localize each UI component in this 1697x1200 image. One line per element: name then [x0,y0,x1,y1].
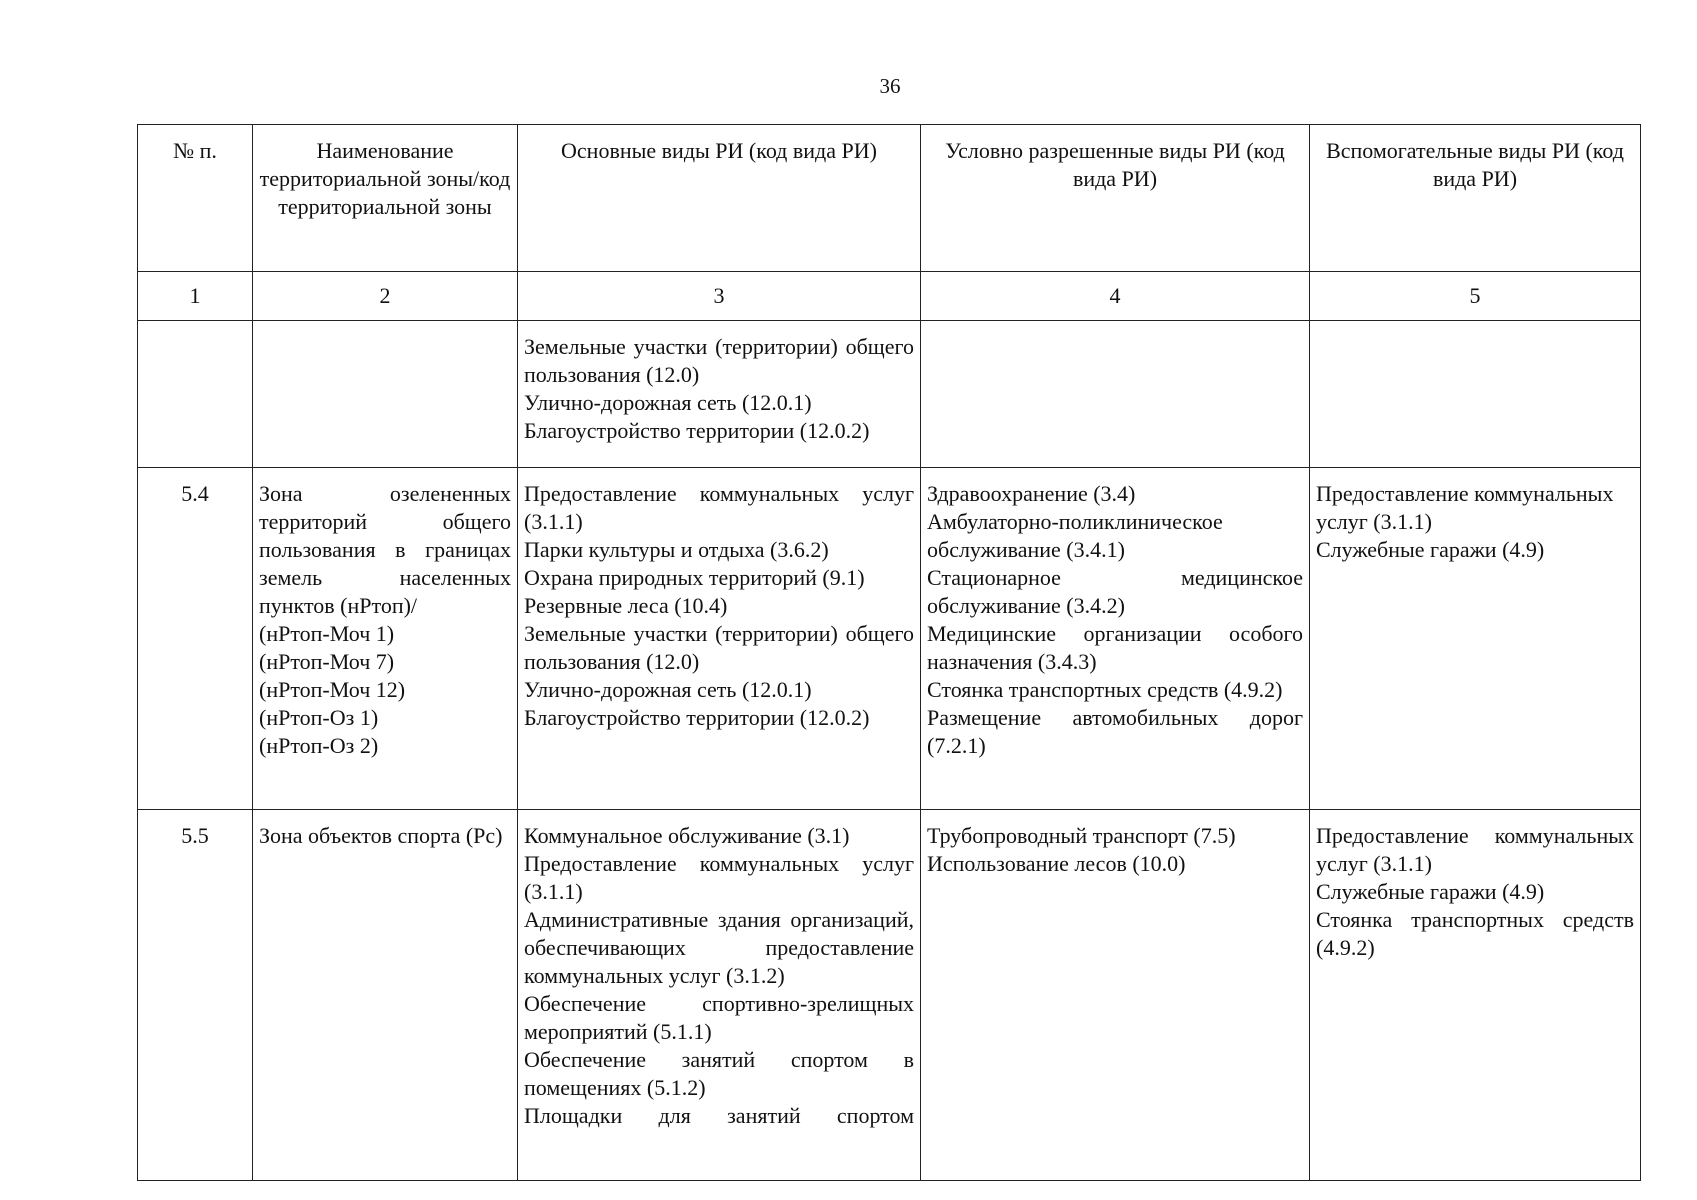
zone-name-cell [253,321,518,468]
use-entry: Размещение автомобильных дорог (7.2.1) [927,705,1303,758]
header-auxiliary-uses: Вспомогательные виды РИ (код вида РИ) [1310,125,1641,272]
header-conditional-uses: Условно разрешенные виды РИ (код вида РИ) [921,125,1310,272]
use-entry: Улично-дорожная сеть (12.0.1) [524,390,812,415]
header-main-uses: Основные виды РИ (код вида РИ) [518,125,921,272]
land-use-table [137,124,1641,1181]
page-number: 36 [879,74,901,98]
use-entry: Улично-дорожная сеть (12.0.1) [524,677,812,702]
auxiliary-uses-cell [1310,810,1641,1181]
header-item-number: № п. [138,125,253,272]
zone-name: Зона озелененных территорий общего пользования в границах земель населенных пунктов (нРтоп)/ [259,481,511,618]
use-entry: Земельные участки (территории) общего пользования (12.0) [524,334,914,387]
header-zone-name: Наименование территориальной зоны/код территориальной зоны [253,125,518,272]
use-entry: Предоставление коммунальных услуг (3.1.1) [524,481,914,534]
use-entry: Административные здания организаций, обеспечивающих предоставление коммунальных услуг (3.1.2) [524,907,914,988]
row-number-cell: 5.5 [138,810,253,1181]
auxiliary-uses-cell [1310,468,1641,810]
use-entry: Предоставление коммунальных услуг (3.1.1) [524,851,914,904]
table-header-row [138,125,1641,272]
zone-code: (нРтоп-Моч 1) [259,621,395,646]
use-entry: Предоставление коммунальных услуг (3.1.1) [1316,481,1614,534]
zone-code: (нРтоп-Оз 1) [259,705,379,730]
conditional-uses-cell [921,321,1310,468]
use-entry: Коммунальное обслуживание (3.1) [524,823,850,848]
auxiliary-uses-cell [1310,321,1641,468]
column-number: 2 [253,272,518,321]
use-entry: Амбулаторно-поликлиническое обслуживание (3.4.1) [927,509,1223,562]
zone-name: Зона объектов спорта (Рс) [259,823,503,848]
main-uses-cell [518,468,921,810]
use-entry: Обеспечение спортивно-зрелищных мероприятий (5.1.1) [524,991,914,1044]
main-uses-cell [518,321,921,468]
zone-name-cell [253,468,518,810]
zone-code: (нРтоп-Оз 2) [259,733,379,758]
conditional-uses-cell [921,810,1310,1181]
conditional-uses-cell [921,468,1310,810]
use-entry: Медицинские организации особого назначения (3.4.3) [927,621,1303,674]
use-entry: Площадки для занятий спортом [524,1103,914,1128]
table-row [138,468,1641,810]
column-number: 5 [1310,272,1641,321]
use-entry: Трубопроводный транспорт (7.5) [927,823,1236,848]
use-entry: Парки культуры и отдыха (3.6.2) [524,537,829,562]
use-entry: Служебные гаражи (4.9) [1316,879,1545,904]
use-entry: Охрана природных территорий (9.1) [524,565,865,590]
column-number: 3 [518,272,921,321]
zone-code: (нРтоп-Моч 12) [259,677,406,702]
use-entry: Обеспечение занятий спортом в помещениях (5.1.2) [524,1047,914,1100]
use-entry: Благоустройство территории (12.0.2) [524,705,870,730]
use-entry: Резервные леса (10.4) [524,593,728,618]
use-entry: Земельные участки (территории) общего пользования (12.0) [524,621,914,674]
row-number-cell [138,321,253,468]
use-entry: Служебные гаражи (4.9) [1316,537,1545,562]
use-entry: Стоянка транспортных средств (4.9.2) [927,677,1283,702]
main-uses-cell [518,810,921,1181]
use-entry: Здравоохранение (3.4) [927,481,1136,506]
column-number: 4 [921,272,1310,321]
column-number-row [138,272,1641,321]
use-entry: Благоустройство территории (12.0.2) [524,418,870,443]
use-entry: Использование лесов (10.0) [927,851,1186,876]
use-entry: Предоставление коммунальных услуг (3.1.1) [1316,823,1634,876]
use-entry: Стоянка транспортных средств (4.9.2) [1316,907,1634,960]
use-entry: Стационарное медицинское обслуживание (3.4.2) [927,565,1303,618]
zone-name-cell [253,810,518,1181]
row-number-cell: 5.4 [138,468,253,810]
column-number: 1 [138,272,253,321]
zone-code: (нРтоп-Моч 7) [259,649,395,674]
table-row [138,321,1641,468]
table-row [138,810,1641,1181]
